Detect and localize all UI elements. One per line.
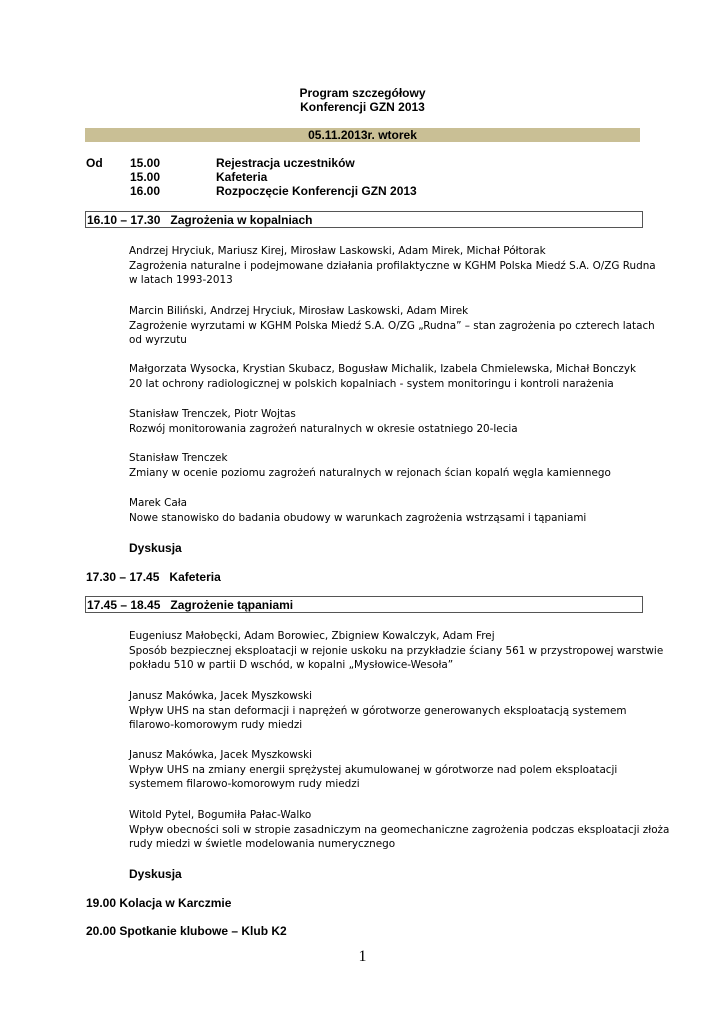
talk-title: rudy miedzi w świetle modelowania numerycznego: [129, 838, 396, 851]
talk: [129, 496, 649, 525]
talk-title: od wyrzutu: [129, 334, 187, 347]
break-label: Kafeteria: [169, 570, 221, 584]
program-title: Program szczegółowy: [299, 86, 426, 100]
opening-desc-2: Kafeteria: [216, 170, 268, 184]
talk-title: Zagrożenie wyrzutami w KGHM Polska Miedź S.A. O/ZG „Rudna” – stan zagrożenia po czterech latach: [129, 319, 655, 332]
talk-title: Wpływ obecności soli w stropie zasadniczym na geomechaniczne zagrożenia podczas eksploatacji złoża: [129, 823, 670, 836]
session2-time: 17.45 – 18.45: [87, 598, 161, 612]
day-header-bar: 05.11.2013r. wtorek: [85, 128, 640, 142]
talk-authors: Marcin Biliński, Andrzej Hryciuk, Mirosław Laskowski, Adam Mirek: [129, 305, 469, 317]
talk-title: Sposób bezpiecznej eksploatacji w rejonie uskoku na przykładzie ściany 561 w przystropowej warstwie: [129, 644, 664, 657]
talk: [129, 629, 664, 673]
talk: [129, 407, 649, 436]
talk-authors: Eugeniusz Małobęcki, Adam Borowiec, Zbigniew Kowalczyk, Adam Frej: [129, 630, 495, 642]
talk: [129, 451, 649, 480]
talk-title: Wpływ UHS na zmiany energii sprężystej akumulowanej w górotworze nad polem eksploatacji: [129, 763, 618, 776]
talk-title: w latach 1993-2013: [129, 274, 233, 287]
session1-header: [85, 211, 643, 228]
talk-authors: Andrzej Hryciuk, Mariusz Kirej, Mirosław Laskowski, Adam Mirek, Michał Półtorak: [129, 245, 546, 257]
opening-time-2: 15.00: [130, 170, 161, 184]
talk-title: Zmiany w ocenie poziomu zagrożeń naturalnych w rejonach ścian kopalń węgla kamiennego: [129, 466, 611, 479]
talk: [129, 304, 655, 348]
talk: [129, 808, 670, 852]
talk-authors: Stanisław Trenczek: [129, 452, 228, 464]
session2-discussion: Dyskusja: [129, 867, 182, 881]
od-label: Od: [86, 156, 103, 170]
talk: [129, 748, 649, 792]
talk-title: Zagrożenia naturalne i podejmowane działania profilaktyczne w KGHM Polska Miedź S.A. O/ZG Rudna: [129, 259, 656, 272]
talk-title: systemem filarowo-komorowym rudy miedzi: [129, 778, 360, 791]
opening-time-1: 15.00: [130, 156, 161, 170]
talk-title: Rozwój monitorowania zagrożeń naturalnych w okresie ostatniego 20-lecia: [129, 422, 518, 435]
opening-desc-3: Rozpoczęcie Konferencji GZN 2013: [216, 184, 417, 198]
talk-title: pokładu 510 w partii D wschód, w kopalni „Mysłowice-Wesoła”: [129, 659, 454, 672]
talk: [129, 689, 649, 733]
talk-authors: Janusz Makówka, Jacek Myszkowski: [129, 749, 313, 761]
talk-authors: Janusz Makówka, Jacek Myszkowski: [129, 690, 313, 702]
talk: [129, 244, 656, 288]
session1-title: Zagrożenia w kopalniach: [170, 213, 313, 227]
session1-discussion: Dyskusja: [129, 541, 182, 555]
evening-item: 19.00 Kolacja w Karczmie: [86, 896, 232, 910]
talk-authors: Witold Pytel, Bogumiła Pałac-Walko: [129, 809, 312, 821]
session2-header: [85, 596, 643, 613]
talk-title: 20 lat ochrony radiologicznej w polskich kopalniach - system monitoringu i kontroli narażenia: [129, 377, 614, 390]
session1-time: 16.10 – 17.30: [87, 213, 161, 227]
conference-title: Konferencji GZN 2013: [300, 100, 425, 114]
evening-item: 20.00 Spotkanie klubowe – Klub K2: [86, 924, 287, 938]
opening-time-3: 16.00: [130, 184, 161, 198]
talk-title: filarowo-komorowym rudy miedzi: [129, 719, 303, 732]
opening-desc-1: Rejestracja uczestników: [216, 156, 355, 170]
break-row: [86, 570, 221, 584]
page-number: 1: [358, 948, 367, 965]
break-time: 17.30 – 17.45: [86, 570, 160, 584]
talk-title: Wpływ UHS na stan deformacji i naprężeń w górotworze generowanych eksploatacją systemem: [129, 704, 627, 717]
talk-authors: Stanisław Trenczek, Piotr Wojtas: [129, 408, 296, 420]
talk: [129, 362, 649, 391]
talk-title: Nowe stanowisko do badania obudowy w warunkach zagrożenia wstrząsami i tąpaniami: [129, 511, 587, 524]
talk-authors: Małgorzata Wysocka, Krystian Skubacz, Bogusław Michalik, Izabela Chmielewska, Michał Bonczyk: [129, 363, 637, 375]
session2-title: Zagrożenie tąpaniami: [170, 598, 294, 612]
talk-authors: Marek Cała: [129, 497, 188, 509]
